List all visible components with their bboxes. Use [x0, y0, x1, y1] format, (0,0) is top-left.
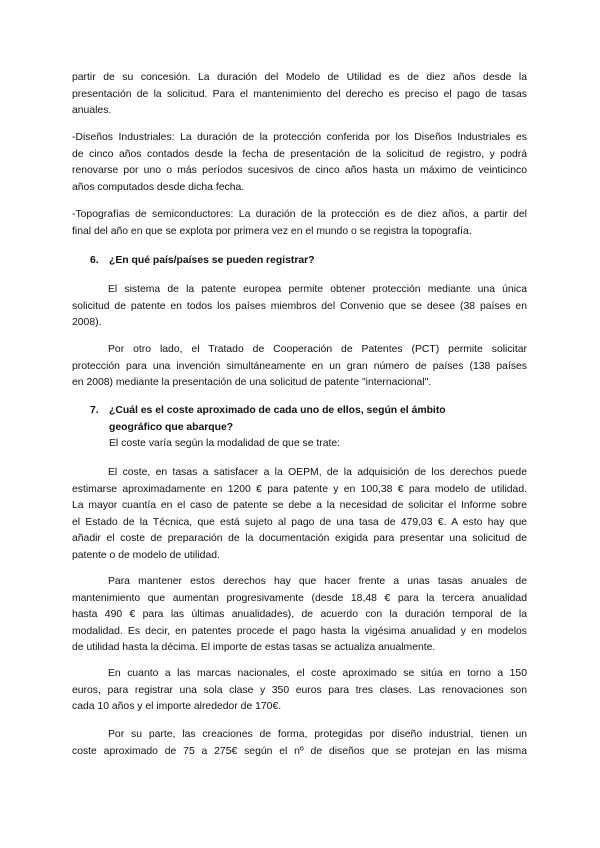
text-line: renovarse por uno o más períodos sucesivos de cinco años hasta un máximo de veinticinco [72, 165, 527, 177]
text-line: partir de su concesión. La duración del Modelo de Utilidad es de diez años desde la [72, 72, 527, 83]
paragraph-oepm-costs [72, 465, 527, 565]
text-line: solicitud de patente en todos los países miembros del Convenio que se desee (38 países en [72, 300, 527, 312]
text-line: estimarse aproximadamente en 1200 € para patente y en 100,38 € para modelo de utilidad. [72, 483, 527, 495]
paragraph-national-trademarks [72, 666, 527, 716]
heading-text: ¿Cuál es el coste aproximado de cada uno de ellos, según el ámbito [109, 405, 446, 416]
text-line: mantenimiento que aumentan progresivamente (desde 18,48 € para la tercera anualidad [72, 592, 527, 604]
section-heading-7 [90, 403, 527, 436]
paragraph-maintenance-fees [72, 574, 527, 657]
heading-text: ¿En qué país/países se pueden registrar? [109, 255, 315, 266]
text-line: hasta 490 € para las últimas anualidades), de acuerdo con la duración temporal de la [72, 609, 527, 621]
text-line: anuales. [72, 105, 112, 117]
paragraph-semiconductor-topographies [72, 207, 527, 240]
paragraph-cost-intro [109, 436, 527, 453]
heading-number: 7. [90, 405, 99, 416]
section-heading-6 [90, 253, 527, 270]
text-line: euros, para registrar una sola clase y 350 euros para tres clases. Las renovaciones son [72, 684, 527, 696]
text-line: La mayor cuantía en el caso de patente se debe a la necesidad de solicitar el Informe sobre [72, 500, 527, 512]
text-line: 2008). [72, 317, 102, 329]
paragraph-form-creations [72, 727, 527, 760]
text-line: -Topografías de semiconductores: La duración de la protección es de diez años, a partir del [72, 209, 527, 220]
paragraph-industrial-designs [72, 130, 527, 196]
text-line: años computados desde dicha fecha. [72, 181, 245, 193]
text-line: El coste varía según la modalidad de que se trate: [109, 438, 341, 449]
text-line: cada 10 años y el importe alrededor de 170€. [72, 701, 282, 713]
text-line: En cuanto a las marcas nacionales, el coste aproximado se sitúa en torno a 150 [108, 668, 527, 679]
heading-number: 6. [90, 255, 99, 266]
text-line: El coste, en tasas a satisfacer a la OEPM, de la adquisición de los derechos puede [108, 467, 527, 478]
text-line: -Diseños Industriales: La duración de la protección conferida por los Diseños Industriales es [72, 132, 527, 143]
paragraph-pct [72, 342, 527, 392]
text-line: el Estado de la Técnica, que está sujeto al pago de una tasa de 479,03 €. A esto hay que [72, 516, 527, 528]
text-line: protección para una invención simultáneamente en un gran número de países (138 países [72, 360, 527, 372]
text-line: modalidad. Es decir, en patentes procede el pago hasta la vigésima anualidad y en modelos [72, 625, 527, 637]
text-line: de utilidad hasta la décima. El importe de estas tasas se actualiza anualmente. [72, 642, 436, 654]
heading-text: geográfico que abarque? [109, 421, 234, 433]
text-line: de cinco años contados desde la fecha de presentación de la solicitud de registro, y podrá [72, 148, 527, 160]
text-line: añadir el coste de preparación de la documentación exigida para presentar una solicitud de [72, 533, 527, 545]
text-line: patente o de modelo de utilidad. [72, 549, 220, 561]
text-line: El sistema de la patente europea permite obtener protección mediante una única [108, 284, 527, 295]
paragraph-european-patent [72, 282, 527, 332]
paragraph-utility-model-duration [72, 70, 527, 120]
text-line: Por su parte, las creaciones de forma, protegidas por diseño industrial, tienen un [108, 729, 527, 740]
text-line: coste aproximado de 75 a 275€ según el nº de diseños que se protejan en las misma [72, 745, 527, 757]
text-line: presentación de la solicitud. Para el mantenimiento del derecho es preciso el pago de tasas [72, 88, 527, 100]
text-line: en 2008) mediante la presentación de una solicitud de patente "internacional". [72, 377, 432, 389]
text-line: Para mantener estos derechos hay que hacer frente a unas tasas anuales de [108, 576, 527, 587]
text-line: Por otro lado, el Tratado de Cooperación de Patentes (PCT) permite solicitar [108, 344, 527, 355]
text-line: final del año en que se explota por primera vez en el mundo o se registra la topografía. [72, 225, 472, 237]
